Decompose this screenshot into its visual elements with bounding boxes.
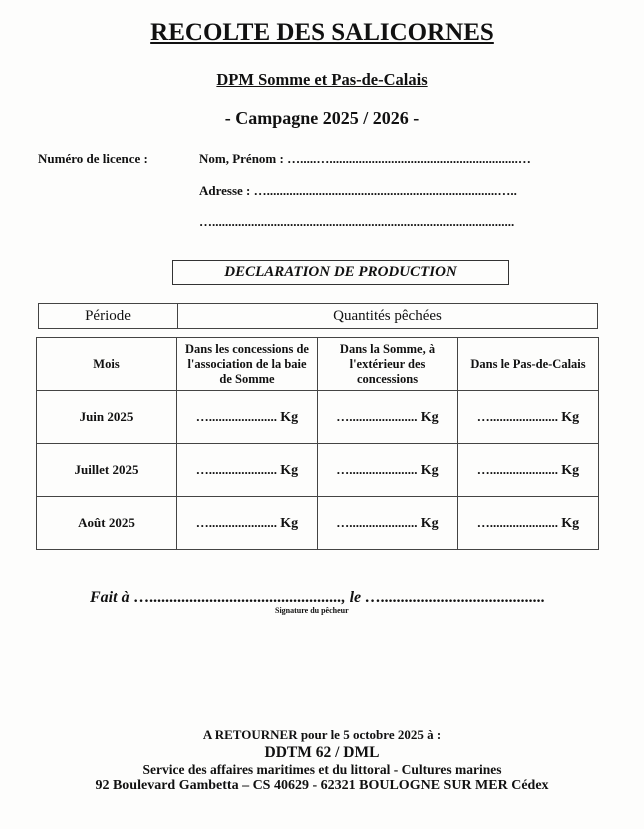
quantity-field[interactable]: …..................... [195,408,281,424]
unit-label: Kg [561,515,580,531]
quantity-field[interactable]: …..................... [476,408,562,424]
quantity-cell[interactable] [458,391,599,444]
address-field-line2[interactable]: …............................................................................................. [199,214,515,229]
quantity-cell[interactable] [318,391,458,444]
unit-label: Kg [420,515,439,531]
postal-address: 92 Boulevard Gambetta – CS 40629 - 62321 BOULOGNE SUR MER Cédex [95,778,549,793]
month-cell: Juillet 2025 [37,444,177,497]
period-label: Période [39,304,178,328]
quantity-field[interactable]: …..................... [195,461,281,477]
month-cell: Juin 2025 [37,391,177,444]
quantity-field[interactable]: …..................... [336,514,421,530]
name-field[interactable]: Nom, Prénom : ….....…..........................................................… [199,151,531,166]
campaign-label: - Campagne 2025 / 2026 - [224,108,420,128]
quantity-cell[interactable] [318,497,458,550]
quantity-field[interactable]: …..................... [476,461,562,477]
period-header-row [38,303,598,329]
month-cell: Août 2025 [37,497,177,550]
unit-label: Kg [280,462,299,478]
organization-name: DDTM 62 / DML [264,744,380,761]
document-subtitle [0,70,644,90]
quantity-cell[interactable] [177,391,318,444]
column-header-somme-outside: Dans la Somme, à l'extérieur des concessions [318,338,458,391]
production-table [36,337,599,550]
table-header-row [37,338,599,391]
quantity-cell[interactable] [177,497,318,550]
licence-number-label: Numéro de licence : [38,151,148,166]
address-field[interactable]: Adresse : ….......................................................................….. [199,183,517,198]
unit-label: Kg [280,515,299,531]
column-header-bay-concessions: Dans les concessions de l'association de la baie de Somme [177,338,318,391]
declaration-title-box: DECLARATION DE PRODUCTION [172,260,509,285]
unit-label: Kg [561,409,580,425]
quantity-cell[interactable] [458,444,599,497]
quantity-field[interactable]: …..................... [195,514,281,530]
document-title-text: RECOLTE DES SALICORNES [150,19,494,46]
quantity-field[interactable]: …..................... [336,408,421,424]
quantity-cell[interactable] [318,444,458,497]
place-date-field[interactable]: Fait à …................................................, le …......................................... [90,589,546,606]
signature-label: Signature du pêcheur [275,606,349,615]
document-title [0,19,644,47]
quantities-label: Quantités pêchées [333,308,442,324]
quantity-field[interactable]: …..................... [476,514,562,530]
quantity-cell[interactable] [458,497,599,550]
table-row [37,497,599,550]
table-row [37,444,599,497]
column-header-month: Mois [37,338,177,391]
unit-label: Kg [561,462,580,478]
unit-label: Kg [420,462,439,478]
unit-label: Kg [280,409,299,425]
table-row [37,391,599,444]
unit-label: Kg [420,409,439,425]
service-name: Service des affaires maritimes et du littoral - Cultures marines [142,762,502,777]
quantity-cell[interactable] [177,444,318,497]
column-header-pas-de-calais: Dans le Pas-de-Calais [458,338,599,391]
document-subtitle-text: DPM Somme et Pas-de-Calais [216,70,428,89]
return-instructions: A RETOURNER pour le 5 octobre 2025 à : [202,727,442,742]
quantity-field[interactable]: …..................... [336,461,421,477]
